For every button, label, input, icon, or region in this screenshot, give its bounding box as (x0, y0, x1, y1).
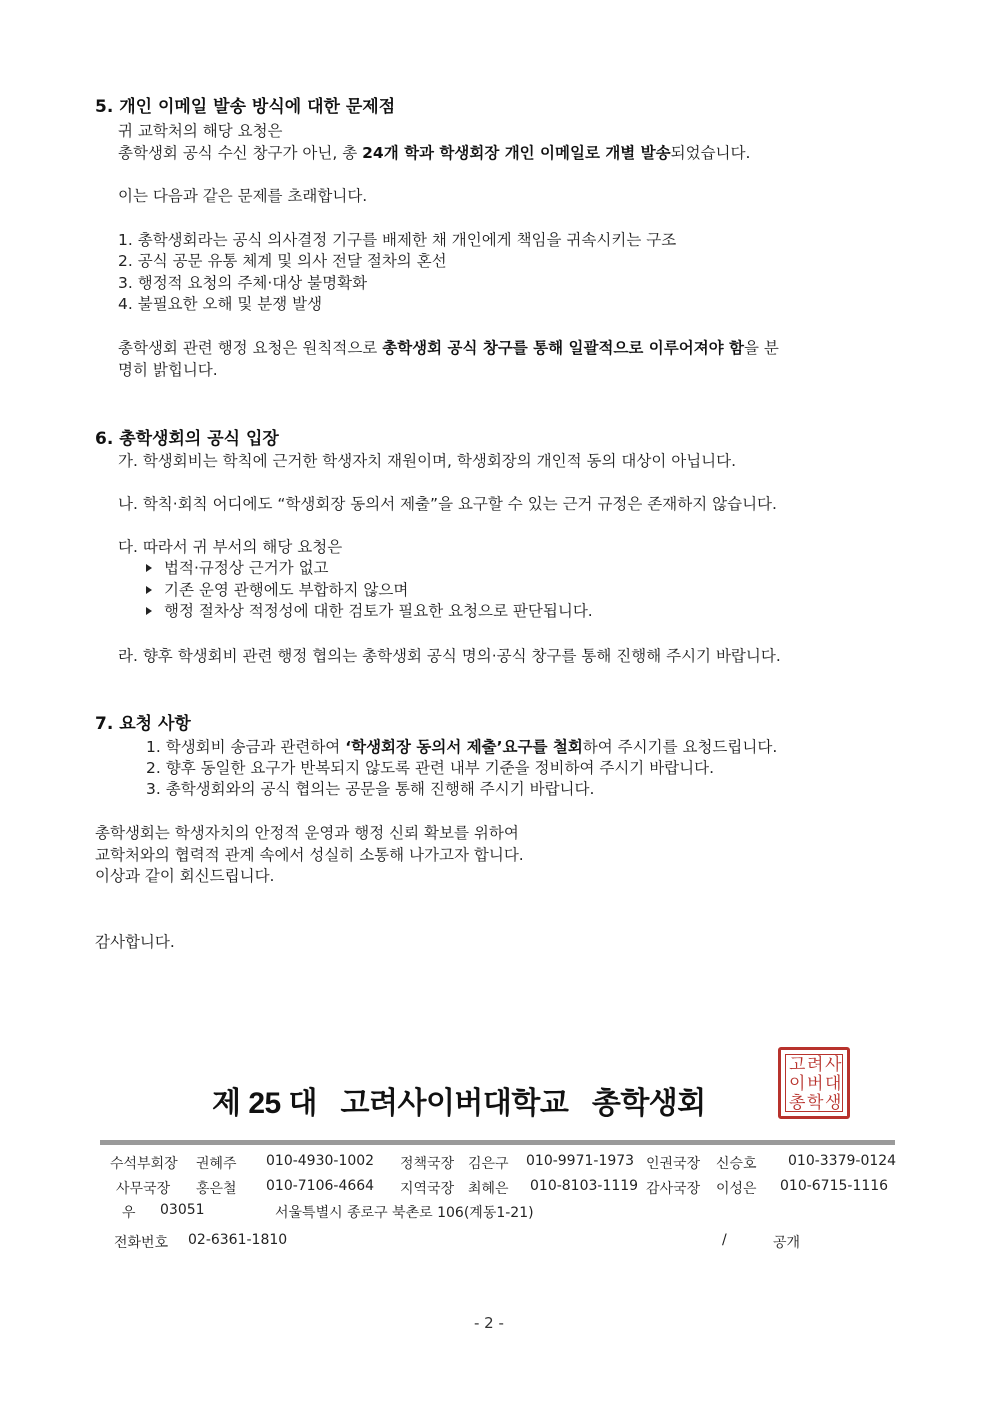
staff-name: 이성은 (716, 1181, 757, 1197)
tel-number: 02-6361-1810 (188, 1232, 288, 1248)
staff-role: 정책국장 (400, 1156, 455, 1172)
sec5-paragraph-2 (118, 141, 750, 163)
zip-label: 우 (122, 1205, 136, 1221)
sec5-p4-part-c: 을 분 (744, 339, 779, 357)
sec7-item-1 (146, 735, 777, 757)
sec6-bullet (146, 578, 408, 600)
staff-role: 수석부회장 (110, 1156, 178, 1172)
sender-title: 제 25 대 고려사이버대학교 총학생회 (212, 1087, 706, 1120)
staff-role: 지역국장 (400, 1181, 455, 1197)
sec7-item-1-emphasis: ‘학생회장 동의서 제출’요구를 철회 (345, 738, 583, 756)
sec5-list-item: 2. 공식 공문 유통 체계 및 의사 전달 절차의 혼선 (118, 252, 447, 270)
staff-name: 신승호 (716, 1156, 757, 1172)
closing-line-1: 총학생회는 학생자치의 안정적 운영과 행정 신뢰 확보를 위하여 (95, 824, 519, 842)
sec5-paragraph-1: 귀 교학처의 해당 요청은 (118, 122, 283, 140)
sec6-bullet-text: 행정 절차상 적정성에 대한 검토가 필요한 요청으로 판단됩니다. (164, 602, 593, 620)
thanks-text: 감사합니다. (95, 933, 175, 951)
staff-phone: 010-6715-1116 (780, 1178, 889, 1194)
closing-line-3: 이상과 같이 회신드립니다. (95, 867, 275, 885)
section-7-heading: 7. 요청 사항 (95, 714, 191, 734)
sec5-p2-emphasis: 24개 학과 학생회장 개인 이메일로 개별 발송 (362, 144, 671, 162)
staff-name: 최혜은 (468, 1181, 509, 1197)
staff-role: 인권국장 (646, 1156, 701, 1172)
staff-phone: 010-8103-1119 (530, 1178, 639, 1194)
sec6-item-na: 나. 학칙·회칙 어디에도 “학생회장 동의서 제출”을 요구할 수 있는 근거 규정은 존재하지 않습니다. (118, 495, 777, 513)
sec6-bullet (146, 599, 593, 621)
sec6-item-da: 다. 따라서 귀 부서의 해당 요청은 (118, 538, 343, 556)
staff-name: 권혜주 (196, 1156, 237, 1172)
separator-slash: / (722, 1232, 727, 1248)
sec7-item-1-part-c: 하여 주시기를 요청드립니다. (582, 738, 778, 756)
sec7-item-2: 2. 향후 동일한 요구가 반복되지 않도록 관련 내부 기준을 정비하여 주시기 바랍니다. (146, 759, 715, 777)
sec5-paragraph-3: 이는 다음과 같은 문제를 초래합니다. (118, 187, 368, 205)
sec5-list-item: 4. 불필요한 오해 및 분쟁 발생 (118, 295, 323, 313)
staff-name: 김은구 (468, 1156, 509, 1172)
triangle-bullet-icon (146, 564, 152, 572)
footer-divider (100, 1140, 895, 1145)
sec5-p4-part-a: 총학생회 관련 행정 요청은 원칙적으로 (118, 339, 383, 357)
staff-role: 감사국장 (646, 1181, 701, 1197)
triangle-bullet-icon (146, 586, 152, 594)
sec6-item-ga: 가. 학생회비는 학칙에 근거한 학생자치 재원이며, 학생회장의 개인적 동의 대상이 아닙니다. (118, 452, 737, 470)
sec6-bullet-text: 기존 운영 관행에도 부합하지 않으며 (164, 581, 409, 599)
sec6-item-ra: 라. 향후 학생회비 관련 행정 협의는 총학생회 공식 명의·공식 창구를 통해 진행해 주시기 바랍니다. (118, 647, 781, 665)
sec5-paragraph-4 (118, 336, 779, 358)
staff-phone: 010-3379-0124 (788, 1153, 897, 1169)
sec5-p2-part-c: 되었습니다. (670, 144, 751, 162)
staff-name: 홍은철 (196, 1181, 237, 1197)
staff-role: 사무국장 (116, 1181, 171, 1197)
address: 서울특별시 종로구 북촌로 106(계동1-21) (275, 1205, 534, 1221)
closing-line-2: 교학처와의 협력적 관계 속에서 성실히 소통해 나가고자 합니다. (95, 846, 524, 864)
staff-phone: 010-9971-1973 (526, 1153, 635, 1169)
tel-label: 전화번호 (114, 1235, 169, 1251)
section-5-heading: 5. 개인 이메일 발송 방식에 대한 문제점 (95, 97, 396, 117)
staff-phone: 010-7106-4664 (266, 1178, 375, 1194)
triangle-bullet-icon (146, 607, 152, 615)
sec6-bullet-text: 법적·규정상 근거가 없고 (164, 559, 329, 577)
sec7-item-1-part-a: 1. 학생회비 송금과 관련하여 (146, 738, 346, 756)
sec5-list-item: 3. 행정적 요청의 주체·대상 불명확화 (118, 274, 368, 292)
sec5-p4-emphasis: 총학생회 공식 창구를 통해 일괄적으로 이루어져야 함 (382, 339, 745, 357)
sec5-p2-part-a: 총학생회 공식 수신 창구가 아닌, 총 (118, 144, 363, 162)
disclosure-status: 공개 (773, 1235, 801, 1251)
zip-code: 03051 (160, 1202, 205, 1218)
section-6-heading: 6. 총학생회의 공식 입장 (95, 429, 279, 449)
sec5-list-item: 1. 총학생회라는 공식 의사결정 기구를 배제한 채 개인에게 책임을 귀속시키는 구조 (118, 231, 677, 249)
sec5-paragraph-4-cont: 명히 밝힙니다. (118, 361, 218, 379)
staff-phone: 010-4930-1002 (266, 1153, 375, 1169)
official-seal-icon: 고 려 사 이 버 대 총 학 생 (778, 1047, 850, 1119)
page-number: - 2 - (474, 1314, 504, 1332)
sec6-bullet (146, 556, 329, 578)
sec7-item-3: 3. 총학생회와의 공식 협의는 공문을 통해 진행해 주시기 바랍니다. (146, 780, 595, 798)
